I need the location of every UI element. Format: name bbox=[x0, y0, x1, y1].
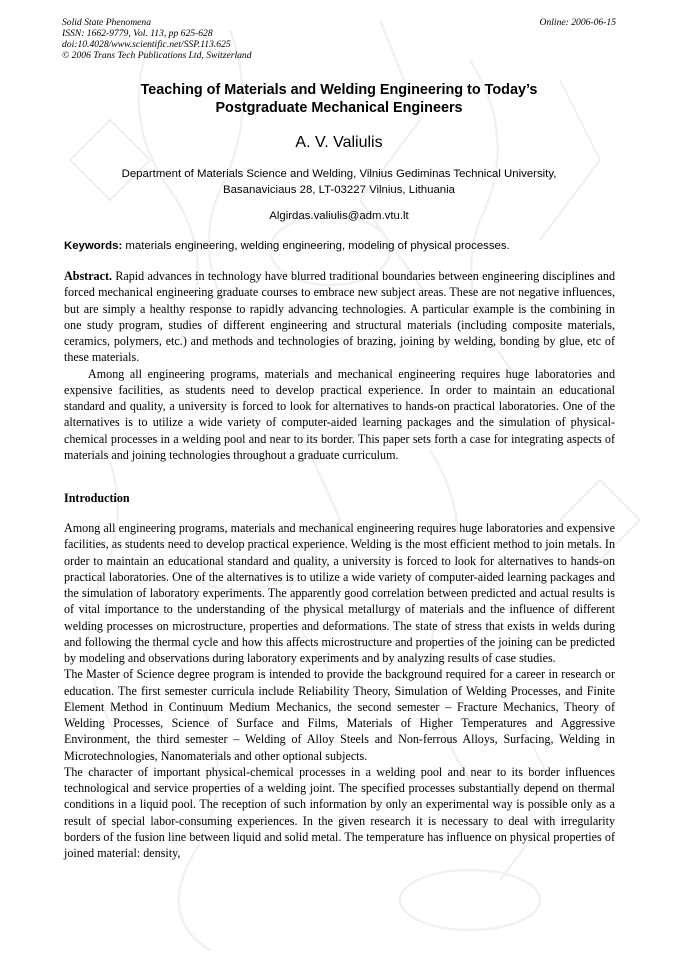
affiliation bbox=[64, 166, 614, 198]
title-line-2: Postgraduate Mechanical Engineers bbox=[215, 100, 463, 116]
abstract-paragraph-2: Among all engineering programs, materials and mechanical engineering requires huge laboratories and expensive facilities, as students need to develop practical experience. In order to maintain an educational standard and quality, a university is forced to look for alternatives to hands-on practical laboratories. One of the alternatives is to utilize a wide variety of computer-aided learning packages and the simulation of physical-chemical processes in a welding pool and near to its border. This paper sets forth a case for integrating aspects of materials and joining technologies throughout a graduate curriculum. bbox=[64, 366, 615, 462]
affiliation-line-1: Department of Materials Science and Welding, Vilnius Gediminas Technical University, bbox=[121, 168, 557, 180]
keywords-label: Keywords: bbox=[64, 240, 123, 252]
issn-line: ISSN: 1662-9779, Vol. 113, pp 625-628 bbox=[62, 28, 213, 39]
copyright-line: © 2006 Trans Tech Publications Ltd, Switzerland bbox=[62, 50, 252, 61]
abstract-label: Abstract. bbox=[64, 269, 113, 283]
title-line-1: Teaching of Materials and Welding Engineering to Today’s bbox=[140, 82, 538, 98]
doi-line[interactable]: doi:10.4028/www.scientific.net/SSP.113.625 bbox=[62, 39, 231, 50]
abstract bbox=[64, 268, 615, 463]
introduction-body bbox=[64, 520, 615, 861]
intro-paragraph-1: Among all engineering programs, materials and mechanical engineering requires huge laboratories and expensive facilities, as students need to develop practical experience. Welding is the most efficient method to join metals. In order to maintain an educational standard and quality, a university is forced to look for alternatives to hands-on practical laboratories. One of the alternatives is to utilize a wide variety of computer-aided learning packages and the simulation of laboratory experiments. The apparently good correlation between predicted and actual results is of vital importance to the understanding of the physical metallurgy of materials and the influence of different welding processes on microstructure, properties and deformations. The state of stress that exists in welds during and following the thermal cycle and how this affects microstructure and properties of the joining can be predicted by modeling and observations during laboratory experiments and by analyzing results of case studies. bbox=[64, 521, 615, 665]
journal-header bbox=[62, 17, 362, 61]
abstract-text-1: Rapid advances in technology have blurred traditional boundaries between engineering disciplines and forced mechanical engineering graduate courses to embrace new subject areas. These are not negative influences, but are simply a healthy response to rapidly advancing technologies. A particular example is the combining in one study program, studies of different engineering and structural materials (including composite materials, ceramics, polymers, etc.) and methods and technologies of brazing, joining by welding, bonding by glue, etc of these materials. bbox=[64, 269, 615, 365]
journal-name: Solid State Phenomena bbox=[62, 17, 151, 28]
online-date: Online: 2006-06-15 bbox=[539, 17, 616, 28]
abstract-paragraph-1 bbox=[64, 268, 615, 366]
introduction-heading: Introduction bbox=[64, 491, 130, 505]
intro-paragraph-2: The Master of Science degree program is intended to provide the background required for a career in research or education. The first semester curricula include Reliability Theory, Simulation of Welding Processes, and Finite Element Method in Continuum Medium Mechanics, the second semester – Fracture Mechanics, Theory of Welding Processes, Science of Surface and Films, Materials of Higher Temperatures and Aggressive Environment, the third semester – Welding of Alloy Steels and Non-ferrous Alloys, Surfacing, Welding in Microtechnologies, Nanomaterials and other optional subjects. bbox=[64, 667, 615, 763]
affiliation-line-2: Basanaviciaus 28, LT-03227 Vilnius, Lithuania bbox=[223, 184, 455, 196]
author-email[interactable]: Algirdas.valiulis@adm.vtu.lt bbox=[269, 210, 409, 222]
keywords-text: materials engineering, welding engineering, modeling of physical processes. bbox=[125, 240, 510, 252]
keywords bbox=[64, 238, 616, 254]
author-name: A. V. Valiulis bbox=[295, 134, 383, 151]
intro-paragraph-3: The character of important physical-chemical processes in a welding pool and near to its border influences technological and service properties of a welding joint. The specified processes substantially depend on thermal conditions in a liquid pool. The reception of such information by only an experimental way is possible only as a result of special labor-consuming experiences. In the given research it is necessary to deal with irregularity borders of the fusion line between liquid and solid metal. The temperature has influence on physical properties of joined material: density, bbox=[64, 764, 615, 860]
paper-title bbox=[64, 81, 614, 117]
